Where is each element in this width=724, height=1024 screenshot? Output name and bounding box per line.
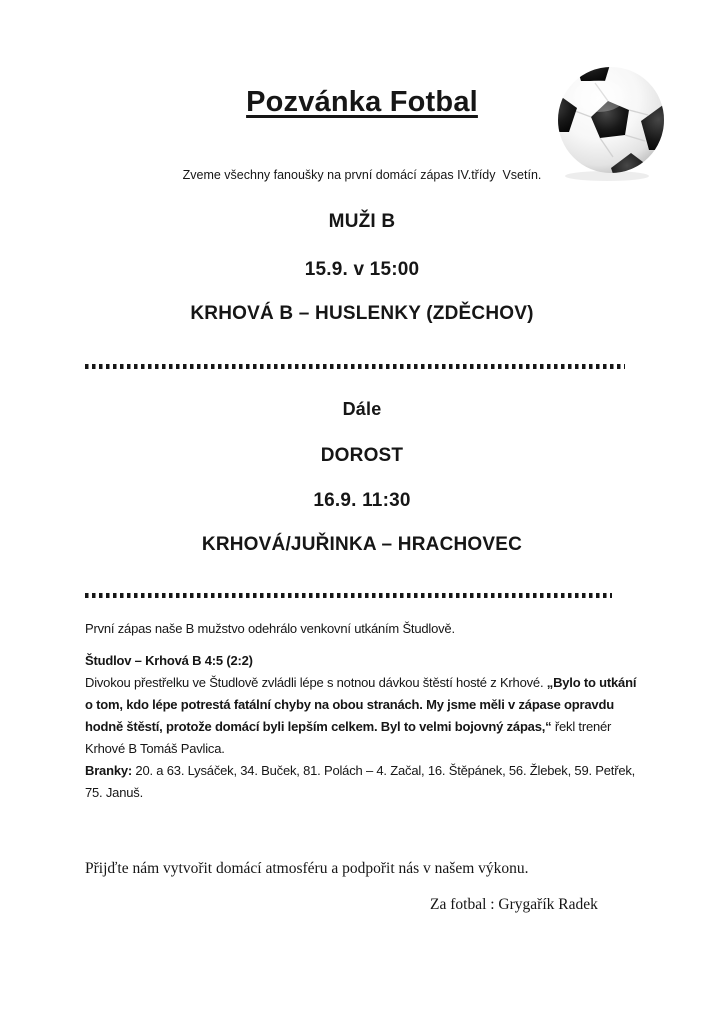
match2-datetime: 16.9. 11:30 [313,490,411,511]
dotted-separator-top [85,364,625,369]
match1-fixture: KRHOVÁ B – HUSLENKY (ZDĚCHOV) [190,303,534,324]
dotted-separator-bottom [85,593,612,598]
report-text-post: řekl trenér Krhové B Tomáš Pavlica. [85,719,612,756]
report-text-pre: Divokou přestřelku ve Študlově zvládli lépe s notnou dávkou štěstí hosté z Krhové. [85,675,547,690]
report-quote: „Bylo to utkání o tom, kdo lépe potrestá fatální chyby na obou stranách. My jsme měli v zápase opravdu hodně štěstí, protože domácí byli lepším celkem. Byl to velmi bojovný zápas,“ [85,675,637,734]
closing-line: Přijďte nám vytvořit domácí atmosféru a podpořit nás v našem výkonu. [85,860,529,877]
report-paragraph [85,672,640,760]
match1-category: MUŽI B [328,211,396,232]
page-title: Pozvánka Fotbal [246,86,478,118]
match2-category: DOROST [320,445,404,466]
goals-line [85,760,640,804]
intro-line: Zveme všechny fanoušky na první domácí zápas IV.třídy Vsetín. [182,168,542,182]
report-intro: První zápas naše B mužstvo odehrálo venkovní utkáním Študlově. [85,621,455,636]
signature-line: Za fotbal : Grygařík Radek [430,896,598,913]
match2-fixture: KRHOVÁ/JUŘINKA – HRACHOVEC [201,534,523,555]
goals-label: Branky: [85,763,133,778]
match1-datetime: 15.9. v 15:00 [304,259,420,280]
goals-list: 20. a 63. Lysáček, 34. Buček, 81. Polách – 4. Začal, 16. Štěpánek, 56. Žlebek, 59. Petřek, 75. Januš. [85,763,636,800]
soccer-ball-image [555,62,667,182]
report-result: Študlov – Krhová B 4:5 (2:2) [85,653,253,668]
more-heading: Dále [342,399,382,419]
